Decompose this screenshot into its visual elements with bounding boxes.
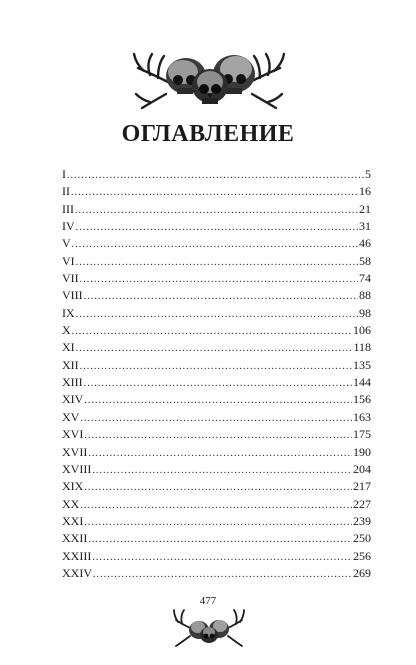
toc-dot-leader <box>84 288 358 305</box>
toc-chapter-label: XX <box>62 496 80 511</box>
toc-dot-leader <box>67 167 364 184</box>
toc-dot-leader <box>84 479 352 496</box>
toc-entry <box>62 357 371 374</box>
toc-page-number: 46 <box>359 236 371 251</box>
toc-entry <box>62 496 371 513</box>
toc-chapter-label: XIV <box>62 392 84 407</box>
toc-chapter-label: XVI <box>62 427 84 442</box>
page-title: ОГЛАВЛЕНИЕ <box>121 121 295 147</box>
toc-chapter-label: XII <box>62 357 79 372</box>
toc-chapter-label: II <box>62 184 70 199</box>
toc-entry <box>62 235 371 252</box>
toc-dot-leader <box>88 531 352 548</box>
toc-entry <box>62 218 371 235</box>
toc-dot-leader <box>76 254 358 271</box>
toc-chapter-label: XXI <box>62 513 84 528</box>
toc-page-number: 58 <box>359 253 371 268</box>
toc-page-number: 16 <box>359 184 371 199</box>
toc-page-number: 135 <box>353 357 371 372</box>
toc-chapter-label: XI <box>62 340 75 355</box>
toc-page-number: 5 <box>365 167 371 181</box>
toc-dot-leader <box>84 375 352 392</box>
toc-chapter-label: VII <box>62 271 79 286</box>
toc-page-number: 156 <box>353 392 371 407</box>
toc-chapter-label: IV <box>62 219 75 234</box>
skulls-antlers-small-ornament-icon <box>172 604 246 650</box>
toc-dot-leader <box>80 358 352 375</box>
toc-chapter-label: XXIV <box>62 565 92 580</box>
toc-entry <box>62 478 371 495</box>
toc-entry <box>62 201 371 218</box>
toc-dot-leader <box>84 392 352 409</box>
toc-entry <box>62 513 371 530</box>
table-of-contents <box>62 166 371 582</box>
toc-entry <box>62 391 371 408</box>
toc-page-number: 31 <box>359 219 371 234</box>
toc-page-number: 190 <box>353 444 371 459</box>
toc-dot-leader <box>76 306 358 323</box>
toc-chapter-label: IX <box>62 305 75 320</box>
toc-entry <box>62 287 371 304</box>
toc-page-number: 204 <box>353 461 371 476</box>
toc-entry <box>62 374 371 391</box>
toc-page-number: 217 <box>353 479 371 494</box>
toc-dot-leader <box>72 236 358 253</box>
toc-page-number: 21 <box>359 201 371 216</box>
toc-page-number: 250 <box>353 531 371 546</box>
toc-entry <box>62 166 371 183</box>
toc-entry <box>62 183 371 200</box>
toc-page-number: 269 <box>353 565 371 580</box>
toc-dot-leader <box>80 271 358 288</box>
toc-entry <box>62 444 371 461</box>
toc-page-number: 239 <box>353 513 371 528</box>
toc-dot-leader <box>92 549 352 566</box>
toc-entry <box>62 409 371 426</box>
toc-page-number: 256 <box>353 548 371 563</box>
toc-chapter-label: XV <box>62 409 80 424</box>
toc-page-number: 74 <box>359 271 371 286</box>
toc-page-number: 88 <box>359 288 371 303</box>
toc-dot-leader <box>75 202 358 219</box>
toc-chapter-label: VI <box>62 253 75 268</box>
toc-chapter-label: XXII <box>62 531 88 546</box>
toc-chapter-label: X <box>62 323 71 338</box>
toc-dot-leader <box>88 445 352 462</box>
toc-entry <box>62 270 371 287</box>
toc-entry <box>62 426 371 443</box>
toc-page-number: 175 <box>353 427 371 442</box>
toc-entry <box>62 253 371 270</box>
toc-entry <box>62 565 371 582</box>
toc-dot-leader <box>80 497 352 514</box>
toc-entry <box>62 305 371 322</box>
toc-chapter-label: XIX <box>62 479 84 494</box>
toc-chapter-label: XVIII <box>62 461 92 476</box>
toc-dot-leader <box>76 219 358 236</box>
toc-chapter-label: XVII <box>62 444 88 459</box>
toc-page-number: 118 <box>353 340 371 355</box>
toc-entry <box>62 339 371 356</box>
toc-dot-leader <box>80 410 352 427</box>
toc-dot-leader <box>93 566 352 583</box>
toc-dot-leader <box>84 514 352 531</box>
toc-entry <box>62 548 371 565</box>
toc-chapter-label: V <box>62 236 71 251</box>
skulls-antlers-ornament-icon <box>128 42 290 114</box>
toc-chapter-label: XIII <box>62 375 83 390</box>
toc-page-number: 144 <box>353 375 371 390</box>
toc-dot-leader <box>76 340 353 357</box>
toc-dot-leader <box>71 184 358 201</box>
toc-chapter-label: XXIII <box>62 548 92 563</box>
toc-dot-leader <box>84 427 352 444</box>
toc-chapter-label: III <box>62 201 74 216</box>
toc-dot-leader <box>72 323 352 340</box>
toc-chapter-label: VIII <box>62 288 83 303</box>
toc-page-number: 106 <box>353 323 371 338</box>
toc-entry <box>62 322 371 339</box>
toc-page-number: 98 <box>359 305 371 320</box>
toc-dot-leader <box>92 462 352 479</box>
page-number: 477 <box>199 595 217 607</box>
toc-entry <box>62 530 371 547</box>
toc-page-number: 227 <box>353 496 371 511</box>
toc-entry <box>62 461 371 478</box>
toc-chapter-label: I <box>62 167 66 181</box>
toc-page-number: 163 <box>353 409 371 424</box>
